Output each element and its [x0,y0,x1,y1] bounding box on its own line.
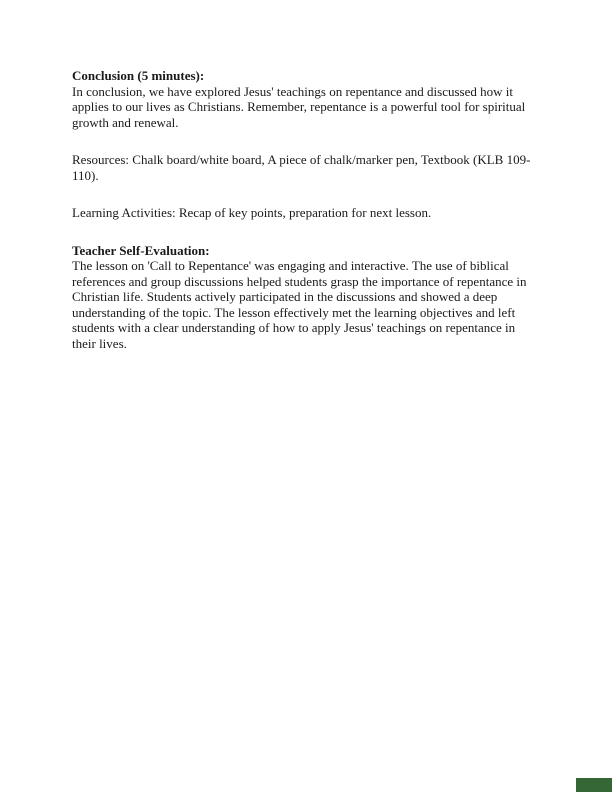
conclusion-heading: Conclusion (5 minutes): [72,68,205,83]
page-corner-graphic [576,778,612,792]
conclusion-paragraph: In conclusion, we have explored Jesus' teachings on repentance and discussed how it applies to our lives as Christians. Remember, repentance is a powerful tool for spiritual growth and renewal. [72,83,526,130]
teacher-self-evaluation-heading: Teacher Self-Evaluation: [72,242,210,258]
teacher-self-evaluation-paragraph: The lesson on 'Call to Repentance' was engaging and interactive. The use of biblical references and group discussions helped students grasp the importance of repentance in Christian life. Students actively participated in the discussions and showed a deep understanding of the topic. The lesson effectively met the learning objectives and left students with a clear understanding of how to apply Jesus' teachings on repentance in their lives. [72,258,527,351]
learning-activities-line: Learning Activities: Recap of key points, preparation for next lesson. [72,205,432,220]
resources-line: Resources: Chalk board/white board, A piece of chalk/marker pen, Textbook (KLB 109-110). [72,152,531,183]
document-content [72,68,542,351]
